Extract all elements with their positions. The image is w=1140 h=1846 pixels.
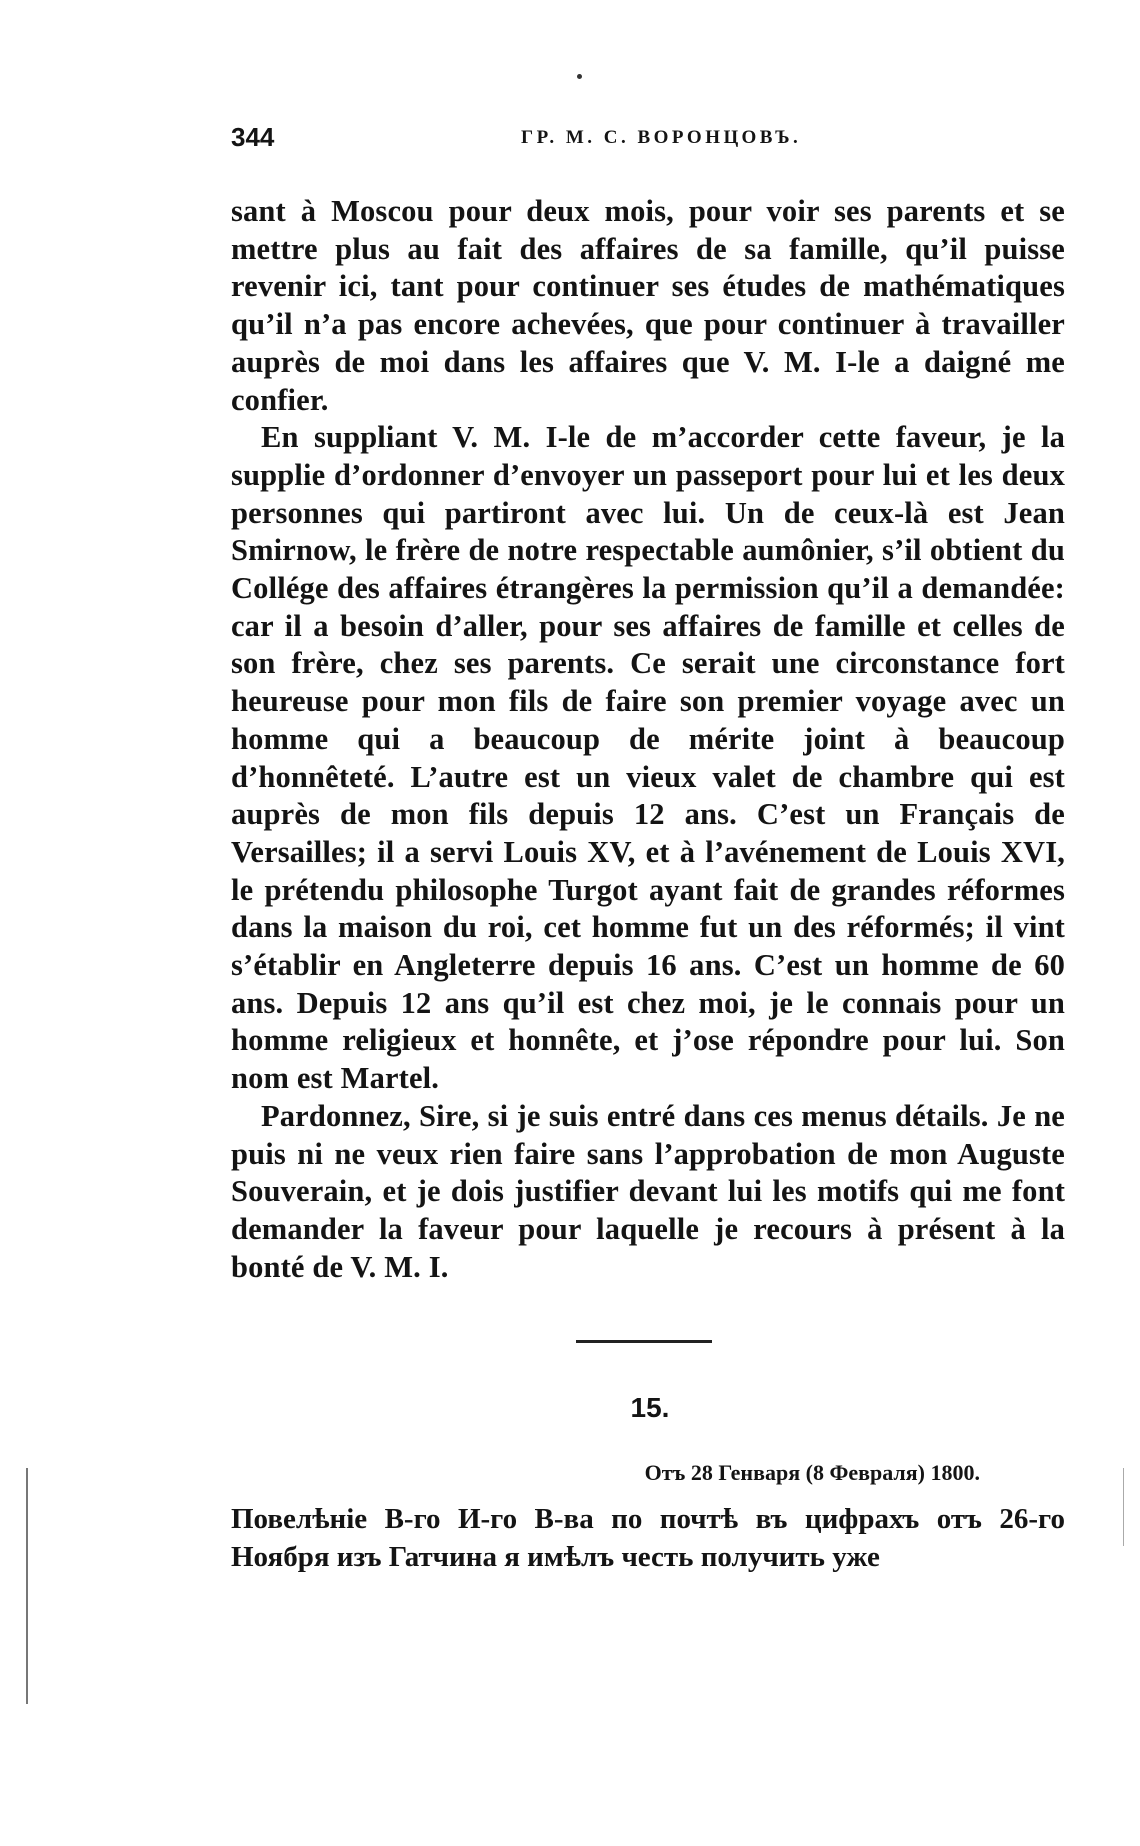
running-title: ГР. М. С. ВОРОНЦОВЪ. bbox=[521, 127, 802, 148]
paragraph-apology: Pardonnez, Sire, si je suis entré dans ces menus détails. Je ne puis ni ne veux rien faire sans l’approbation de mon Auguste Souverain, et je dois justifier devant lui les motifs qui me font demander la faveur pour laquelle je recours à présent à la bonté de V. M. I. bbox=[231, 1098, 1065, 1284]
letter-opening-text: Повелѣніе В-го И-го В-ва по почтѣ въ цифрахъ отъ 26-го Ноября изъ Гатчина я имѣлъ честь получить уже bbox=[231, 1503, 1065, 1573]
letter-opening bbox=[231, 1500, 1065, 1576]
letter-body bbox=[231, 193, 1065, 1286]
page-number: 344 bbox=[231, 122, 275, 152]
paragraph-continuation: sant à Moscou pour deux mois, pour voir ses parents et se mettre plus au fait des affaires de sa famille, qu’il puisse revenir ici, tant pour continuer ses études de mathématiques qu’il n’a pas encore achevées, que pour continuer à travailler auprès de moi dans les affaires que V. M. I-le a daigné me confier. bbox=[231, 194, 1065, 417]
scan-edge-line-left bbox=[26, 1468, 28, 1704]
paragraph-passport-request: En suppliant V. M. I-le de m’accorder cette faveur, je la supplie d’ordonner d’envoyer un passeport pour lui et les deux personnes qui partiront avec lui. Un de ceux-là est Jean Smirnow, le frère de notre respectable aumônier, s’il obtient du Collége des affaires étrangères la permission qu’il a demandée: car il a besoin d’aller, pour ses affaires de famille et celles de son frère, chez ses parents. Ce serait une circonstance fort heureuse pour mon fils de faire son premier voyage avec un homme qui a beaucoup de mérite joint à beaucoup d’honnêteté. L’autre est un vieux valet de chambre qui est auprès de mon fils depuis 12 ans. C’est un Français de Versailles; il a servi Louis XV, et à l’avénement de Louis XVI, le prétendu philosophe Turgot ayant fait de grandes réformes dans la maison du roi, cet homme fut un des réformés; il vint s’établir en Angleterre depuis 16 ans. C’est un homme de 60 ans. Depuis 12 ans qu’il est chez moi, je le connais pour un homme religieux et honnête, et j’ose répondre pour lui. Son nom est Martel. bbox=[231, 420, 1065, 1096]
letter-date: Отъ 28 Генваря (8 Февраля) 1800. bbox=[644, 1460, 980, 1485]
letter-number: 15. bbox=[630, 1392, 670, 1423]
page-header bbox=[231, 122, 841, 158]
scan-edge-line-right bbox=[1123, 1468, 1125, 1546]
scan-speck bbox=[577, 74, 582, 79]
section-divider bbox=[576, 1340, 712, 1343]
